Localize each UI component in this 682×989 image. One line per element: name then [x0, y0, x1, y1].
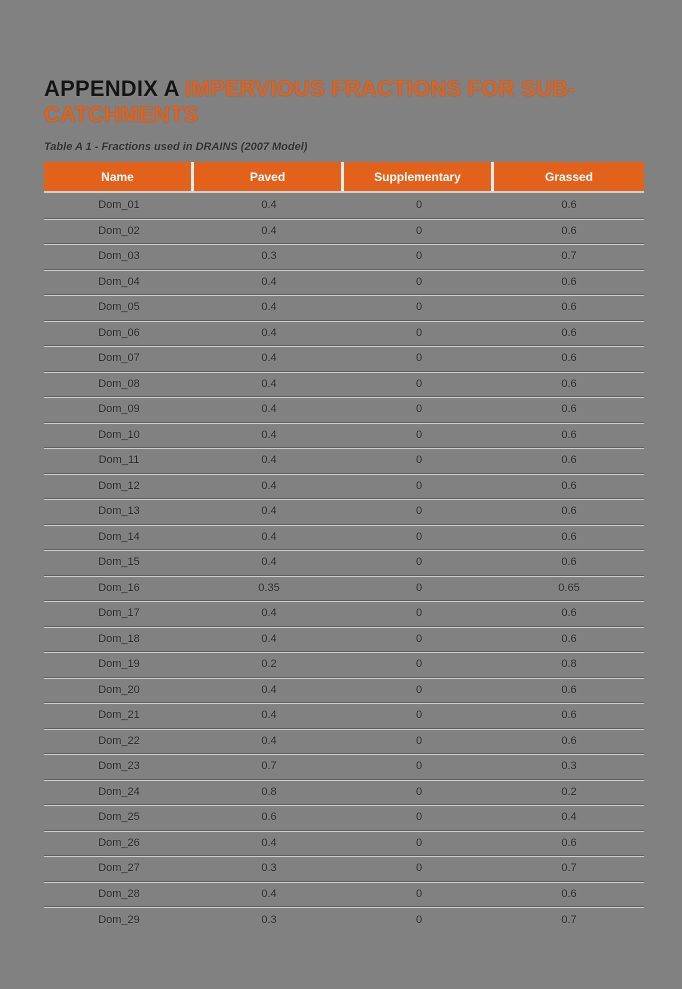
table-cell: 0 — [415, 301, 423, 314]
table-cell: Dom_06 — [98, 326, 140, 339]
table-body — [44, 193, 644, 933]
table-cell: 0.6 — [261, 811, 277, 824]
table-cell: 0 — [415, 530, 423, 543]
table-cell: 0.4 — [261, 632, 277, 645]
table-cell: 0.6 — [561, 530, 577, 543]
table-row — [44, 576, 644, 602]
table-cell: 0.4 — [261, 224, 277, 237]
table-cell: Dom_01 — [98, 199, 140, 212]
table-cell: 0 — [415, 785, 423, 798]
table-cell: 0 — [415, 556, 423, 569]
table-cell: 0.4 — [261, 403, 277, 416]
table-row — [44, 372, 644, 398]
table-cell: 0 — [415, 683, 423, 696]
table-cell: 0 — [415, 326, 423, 339]
table-row — [44, 448, 644, 474]
table-cell: 0 — [415, 479, 423, 492]
table-row — [44, 499, 644, 525]
table-cell: 0 — [415, 913, 423, 926]
table-cell: 0.6 — [561, 428, 577, 441]
table-row — [44, 295, 644, 321]
table-cell: Dom_14 — [98, 530, 140, 543]
table-cell: 0.8 — [561, 658, 577, 671]
table-cell: 0 — [415, 224, 423, 237]
appendix-subject: IMPERVIOUS FRACTIONS FOR SUB-CATCHMENTS — [44, 76, 576, 127]
table-cell: 0 — [415, 836, 423, 849]
table-cell: 0.4 — [261, 709, 277, 722]
table-row — [44, 856, 644, 882]
table-row — [44, 754, 644, 780]
table-cell: Dom_20 — [98, 683, 140, 696]
table-cell: 0.4 — [261, 836, 277, 849]
table-row — [44, 907, 644, 933]
table-cell: 0.4 — [261, 683, 277, 696]
column-header-paved: Paved — [194, 162, 344, 191]
table-cell: Dom_17 — [98, 607, 140, 620]
table-cell: Dom_02 — [98, 224, 140, 237]
table-cell: Dom_15 — [98, 556, 140, 569]
table-cell: Dom_16 — [98, 581, 140, 594]
table-cell: 0.7 — [261, 760, 277, 773]
table-cell: 0.6 — [561, 301, 577, 314]
table-cell: Dom_26 — [98, 836, 140, 849]
table-cell: 0.4 — [261, 428, 277, 441]
table-cell: Dom_22 — [98, 734, 140, 747]
table-cell: 0.7 — [561, 250, 577, 263]
table-cell: 0 — [415, 709, 423, 722]
table-cell: Dom_04 — [98, 275, 140, 288]
table-cell: 0.3 — [261, 250, 277, 263]
table-cell: 0.4 — [261, 734, 277, 747]
impervious-fractions-table — [44, 162, 644, 933]
table-cell: 0.4 — [261, 326, 277, 339]
table-cell: Dom_13 — [98, 505, 140, 518]
table-cell: 0.6 — [561, 224, 577, 237]
table-caption: Table A 1 - Fractions used in DRAINS (2007 Model) — [44, 141, 308, 153]
table-cell: 0.7 — [561, 913, 577, 926]
column-header-grassed: Grassed — [544, 169, 594, 184]
table-cell: 0 — [415, 199, 423, 212]
table-cell: 0.4 — [261, 454, 277, 467]
table-cell: 0.6 — [561, 479, 577, 492]
table-cell: 0.3 — [261, 862, 277, 875]
table-row — [44, 805, 644, 831]
table-cell: 0 — [415, 581, 423, 594]
table-cell: 0 — [415, 658, 423, 671]
table-cell: Dom_25 — [98, 811, 140, 824]
table-cell: Dom_11 — [98, 454, 140, 467]
table-cell: Dom_07 — [98, 352, 140, 365]
table-row — [44, 780, 644, 806]
table-cell: 0.4 — [261, 556, 277, 569]
table-cell: 0.35 — [258, 581, 280, 594]
table-row — [44, 601, 644, 627]
table-cell: 0 — [415, 377, 423, 390]
table-cell: 0.6 — [561, 199, 577, 212]
table-cell: 0.2 — [261, 658, 277, 671]
table-cell: Dom_27 — [98, 862, 140, 875]
table-cell: 0.3 — [561, 760, 577, 773]
table-cell: 0.2 — [561, 785, 577, 798]
table-cell: Dom_21 — [98, 709, 140, 722]
table-cell: 0.4 — [261, 479, 277, 492]
table-cell: 0 — [415, 275, 423, 288]
table-cell: 0.4 — [261, 352, 277, 365]
table-cell: Dom_18 — [98, 632, 140, 645]
table-cell: 0.6 — [561, 734, 577, 747]
table-cell: 0.7 — [561, 862, 577, 875]
table-row — [44, 244, 644, 270]
table-cell: 0 — [415, 760, 423, 773]
table-cell: 0 — [415, 505, 423, 518]
table-cell: 0.4 — [261, 377, 277, 390]
column-header-supplementary: Supplementary — [344, 162, 494, 191]
table-cell: 0 — [415, 403, 423, 416]
table-row — [44, 346, 644, 372]
table-cell: 0.6 — [561, 607, 577, 620]
table-cell: 0.6 — [561, 377, 577, 390]
table-row — [44, 423, 644, 449]
table-cell: Dom_05 — [98, 301, 140, 314]
table-cell: Dom_28 — [98, 887, 140, 900]
table-row — [44, 627, 644, 653]
table-row — [44, 474, 644, 500]
table-row — [44, 525, 644, 551]
table-cell: 0.6 — [561, 683, 577, 696]
table-row — [44, 652, 644, 678]
table-cell: Dom_03 — [98, 250, 140, 263]
table-cell: Dom_24 — [98, 785, 140, 798]
table-cell: 0.6 — [561, 836, 577, 849]
table-row — [44, 678, 644, 704]
table-cell: 0.4 — [561, 811, 577, 824]
table-cell: 0.6 — [561, 505, 577, 518]
table-cell: 0.4 — [261, 887, 277, 900]
table-cell: 0.6 — [561, 632, 577, 645]
table-cell: 0.8 — [261, 785, 277, 798]
column-header-name: Name — [44, 162, 194, 191]
table-cell: 0.6 — [561, 403, 577, 416]
table-cell: 0 — [415, 607, 423, 620]
table-row — [44, 193, 644, 219]
table-row — [44, 882, 644, 908]
table-header-row — [44, 162, 644, 191]
table-cell: Dom_08 — [98, 377, 140, 390]
table-cell: 0.4 — [261, 607, 277, 620]
table-cell: 0.6 — [561, 352, 577, 365]
table-cell: 0 — [415, 454, 423, 467]
table-cell: 0.6 — [561, 454, 577, 467]
table-cell: 0.6 — [561, 275, 577, 288]
table-cell: 0 — [415, 632, 423, 645]
table-row — [44, 831, 644, 857]
table-cell: Dom_09 — [98, 403, 140, 416]
table-cell: 0.4 — [261, 199, 277, 212]
table-row — [44, 729, 644, 755]
appendix-label: APPENDIX A — [44, 76, 179, 101]
table-row — [44, 550, 644, 576]
table-cell: 0.6 — [561, 709, 577, 722]
table-cell: 0.65 — [558, 581, 580, 594]
table-cell: Dom_29 — [98, 913, 140, 926]
table-cell: 0.4 — [261, 301, 277, 314]
table-cell: Dom_12 — [98, 479, 140, 492]
table-row — [44, 703, 644, 729]
table-row — [44, 321, 644, 347]
page-title — [44, 76, 644, 128]
table-row — [44, 270, 644, 296]
table-cell: Dom_19 — [98, 658, 140, 671]
table-cell: 0 — [415, 352, 423, 365]
table-cell: 0 — [415, 734, 423, 747]
table-row — [44, 397, 644, 423]
table-cell: 0 — [415, 250, 423, 263]
table-cell: 0 — [415, 887, 423, 900]
table-cell: Dom_23 — [98, 760, 140, 773]
table-cell: 0.6 — [561, 326, 577, 339]
table-cell: 0.4 — [261, 530, 277, 543]
table-cell: 0 — [415, 862, 423, 875]
table-cell: 0.6 — [561, 556, 577, 569]
table-cell: 0 — [415, 811, 423, 824]
table-cell: Dom_10 — [98, 428, 140, 441]
table-row — [44, 219, 644, 245]
table-cell: 0.4 — [261, 505, 277, 518]
table-cell: 0.6 — [561, 887, 577, 900]
table-cell: 0 — [415, 428, 423, 441]
table-cell: 0.3 — [261, 913, 277, 926]
table-cell: 0.4 — [261, 275, 277, 288]
